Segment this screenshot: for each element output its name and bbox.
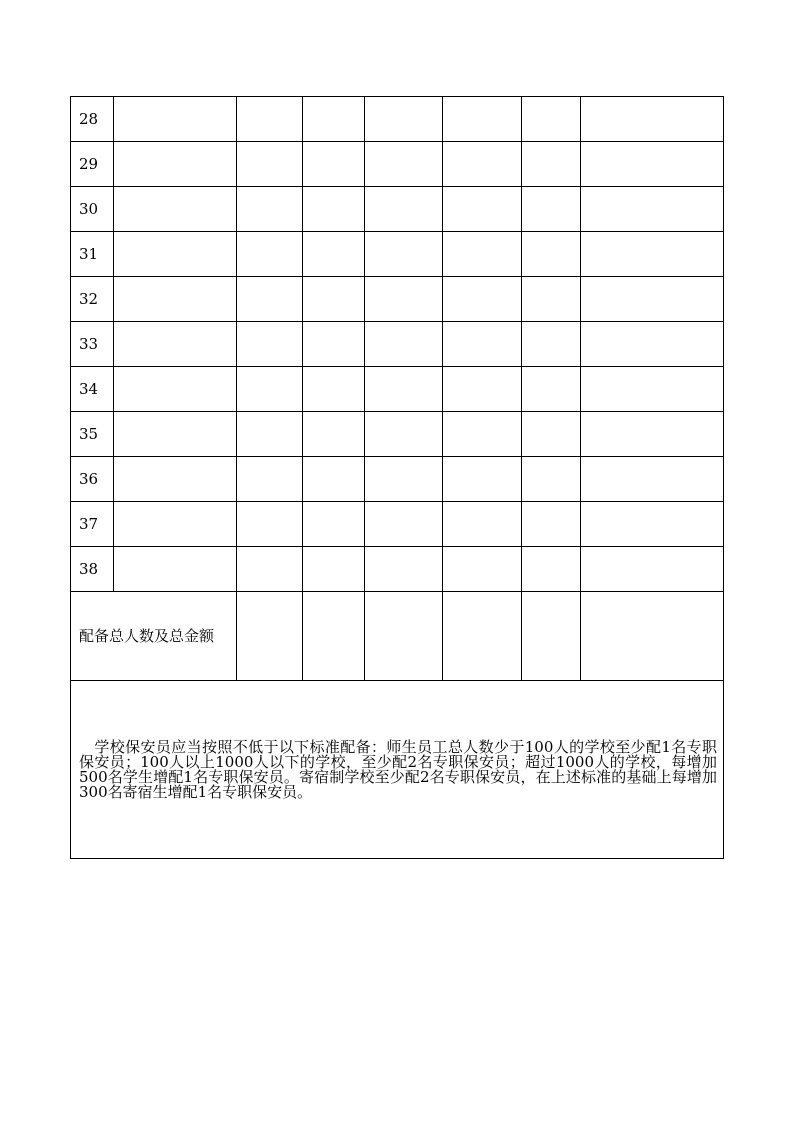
- table-cell[interactable]: [581, 277, 724, 322]
- table-cell[interactable]: [365, 457, 443, 502]
- table-cell[interactable]: [522, 502, 581, 547]
- table-cell[interactable]: [237, 457, 303, 502]
- table-cell[interactable]: [522, 367, 581, 412]
- table-cell[interactable]: [443, 502, 522, 547]
- table-cell[interactable]: [522, 322, 581, 367]
- table-cell[interactable]: [581, 412, 724, 457]
- table-cell[interactable]: [365, 367, 443, 412]
- table-row: [71, 97, 724, 142]
- table-cell[interactable]: [581, 502, 724, 547]
- table-row: [71, 367, 724, 412]
- table-cell[interactable]: [581, 142, 724, 187]
- table-cell[interactable]: [237, 547, 303, 592]
- table-cell[interactable]: [114, 502, 237, 547]
- row-index: 33: [71, 322, 114, 367]
- table-cell[interactable]: [365, 187, 443, 232]
- table-cell[interactable]: [303, 457, 365, 502]
- row-index: 29: [71, 142, 114, 187]
- table-row: [71, 277, 724, 322]
- table-cell[interactable]: [237, 592, 303, 681]
- table-cell[interactable]: [237, 187, 303, 232]
- table-cell[interactable]: [303, 592, 365, 681]
- table-cell[interactable]: [303, 322, 365, 367]
- summary-row: [71, 592, 724, 681]
- table-cell[interactable]: [581, 97, 724, 142]
- table-row: [71, 412, 724, 457]
- table-cell[interactable]: [522, 187, 581, 232]
- table-row: [71, 187, 724, 232]
- staffing-standard-notes: 学校保安员应当按照不低于以下标准配备：师生员工总人数少于100人的学校至少配1名专职保安员；100人以上1000人以下的学校，至少配2名专职保安员；超过1000人的学校，每增加500名学生增配1名专职保安员。寄宿制学校至少配2名专职保安员，在上述标准的基础上每增加300名寄宿生增配1名专职保安员。: [71, 681, 724, 859]
- table-cell[interactable]: [303, 412, 365, 457]
- table-cell[interactable]: [114, 142, 237, 187]
- summary-label: 配备总人数及总金额: [71, 592, 237, 681]
- table-cell[interactable]: [237, 277, 303, 322]
- table-cell[interactable]: [303, 142, 365, 187]
- row-index: 32: [71, 277, 114, 322]
- table-cell[interactable]: [522, 142, 581, 187]
- table-cell[interactable]: [365, 142, 443, 187]
- notes-row: [71, 681, 724, 859]
- table-cell[interactable]: [114, 322, 237, 367]
- row-index: 28: [71, 97, 114, 142]
- table-cell[interactable]: [114, 97, 237, 142]
- row-index: 37: [71, 502, 114, 547]
- table-cell[interactable]: [114, 457, 237, 502]
- table-cell[interactable]: [303, 547, 365, 592]
- table-cell[interactable]: [522, 232, 581, 277]
- table-row: [71, 232, 724, 277]
- table-cell[interactable]: [114, 367, 237, 412]
- row-index: 35: [71, 412, 114, 457]
- table-row: [71, 502, 724, 547]
- row-index: 38: [71, 547, 114, 592]
- table-cell[interactable]: [443, 547, 522, 592]
- row-index: 31: [71, 232, 114, 277]
- table-cell[interactable]: [522, 412, 581, 457]
- table-cell[interactable]: [443, 187, 522, 232]
- table-cell[interactable]: [114, 277, 237, 322]
- table-cell[interactable]: [114, 547, 237, 592]
- table-cell[interactable]: [365, 322, 443, 367]
- table-cell[interactable]: [581, 187, 724, 232]
- table-cell[interactable]: [581, 232, 724, 277]
- table-cell[interactable]: [443, 232, 522, 277]
- table-cell[interactable]: [522, 547, 581, 592]
- table-cell[interactable]: [365, 277, 443, 322]
- table-cell[interactable]: [365, 592, 443, 681]
- table-cell[interactable]: [237, 142, 303, 187]
- table-cell[interactable]: [237, 97, 303, 142]
- table-cell[interactable]: [581, 592, 724, 681]
- table-cell[interactable]: [303, 232, 365, 277]
- table-cell[interactable]: [237, 412, 303, 457]
- table-cell[interactable]: [303, 277, 365, 322]
- table-cell[interactable]: [114, 412, 237, 457]
- table-cell[interactable]: [237, 232, 303, 277]
- table-cell[interactable]: [443, 367, 522, 412]
- table-cell[interactable]: [581, 367, 724, 412]
- table-cell[interactable]: [581, 322, 724, 367]
- row-index: 34: [71, 367, 114, 412]
- table-cell[interactable]: [443, 457, 522, 502]
- table-row: [71, 547, 724, 592]
- table-cell[interactable]: [443, 322, 522, 367]
- table-cell[interactable]: [303, 187, 365, 232]
- table-cell[interactable]: [365, 97, 443, 142]
- row-index: 36: [71, 457, 114, 502]
- table-cell[interactable]: [443, 277, 522, 322]
- table-cell[interactable]: [365, 502, 443, 547]
- table-cell[interactable]: [237, 322, 303, 367]
- table-cell[interactable]: [365, 232, 443, 277]
- table-cell[interactable]: [303, 97, 365, 142]
- table-cell[interactable]: [237, 367, 303, 412]
- table-cell[interactable]: [365, 412, 443, 457]
- table-row: [71, 322, 724, 367]
- table-cell[interactable]: [303, 367, 365, 412]
- row-index: 30: [71, 187, 114, 232]
- table-cell[interactable]: [522, 97, 581, 142]
- table-cell[interactable]: [522, 592, 581, 681]
- table-cell[interactable]: [581, 457, 724, 502]
- staffing-table: [70, 96, 724, 859]
- table-cell[interactable]: [114, 232, 237, 277]
- table-row: [71, 457, 724, 502]
- table-cell[interactable]: [581, 547, 724, 592]
- table-cell[interactable]: [443, 142, 522, 187]
- table-cell[interactable]: [522, 457, 581, 502]
- table-cell[interactable]: [443, 97, 522, 142]
- table-cell[interactable]: [114, 187, 237, 232]
- table-cell[interactable]: [522, 277, 581, 322]
- table-row: [71, 142, 724, 187]
- table-cell[interactable]: [365, 547, 443, 592]
- table-cell[interactable]: [303, 502, 365, 547]
- table-cell[interactable]: [237, 502, 303, 547]
- table-cell[interactable]: [443, 592, 522, 681]
- table-cell[interactable]: [443, 412, 522, 457]
